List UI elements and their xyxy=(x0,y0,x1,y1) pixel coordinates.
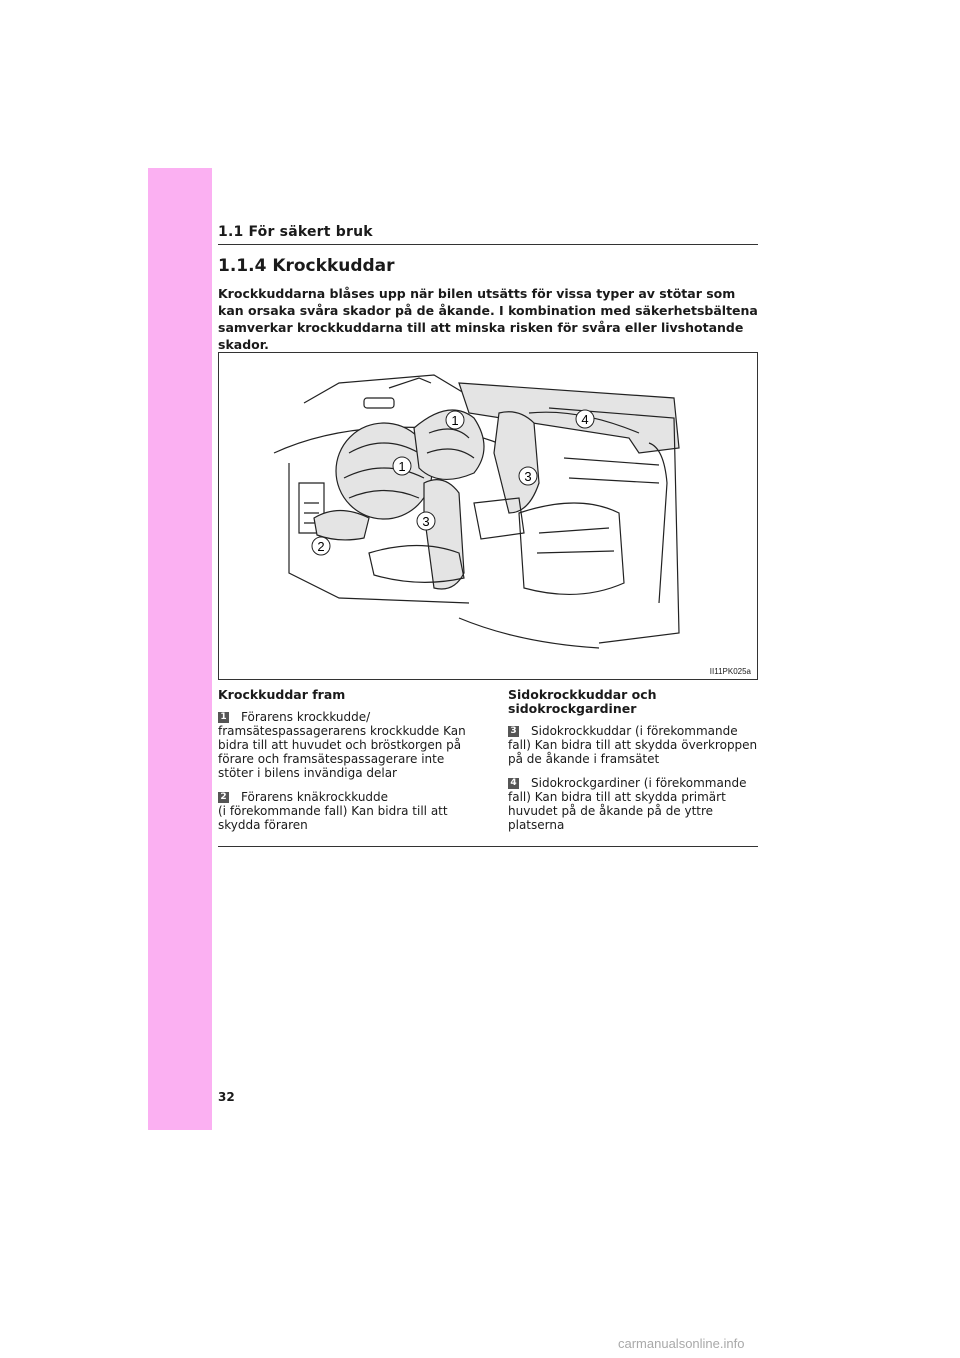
item-number-badge: 3 xyxy=(508,726,519,737)
callout-1-driver xyxy=(393,457,411,475)
svg-text:4: 4 xyxy=(581,412,589,427)
page-number: 32 xyxy=(218,1090,235,1104)
item-number-badge: 4 xyxy=(508,778,519,789)
section-header: 1.1 För säkert bruk xyxy=(218,224,373,240)
airbag-illustration xyxy=(218,352,758,680)
svg-text:2: 2 xyxy=(317,539,325,554)
item-text: fall) Kan bidra till att skydda överkroppen på de åkande i framsätet xyxy=(508,738,758,766)
page-title: 1.1.4 Krockkuddar xyxy=(218,256,395,276)
svg-text:3: 3 xyxy=(422,514,430,529)
side-tab xyxy=(148,168,212,1130)
item-text: (i förekommande fall) Kan bidra till att skydda föraren xyxy=(218,804,448,832)
callout-2-knee xyxy=(312,537,330,555)
intro-paragraph: Krockkuddarna blåses upp när bilen utsätts för vissa typer av stötar som kan orsaka svåra skador på de åkande. I kombination med säkerhetsbältena samverkar krockkuddarna till att minska risken för svåra eller livshotande skador. xyxy=(218,286,758,352)
callout-3-driver-side xyxy=(417,512,435,530)
watermark[interactable]: carmanualsonline.info xyxy=(618,1336,745,1351)
list-item xyxy=(508,776,758,832)
callout-1-passenger xyxy=(446,411,464,429)
header-rule xyxy=(218,244,758,245)
front-airbags-heading: Krockkuddar fram xyxy=(218,687,346,702)
item-lead-text: Sidokrockkuddar (i förekommande xyxy=(531,724,738,738)
item-number-badge: 1 xyxy=(218,712,229,723)
item-lead-text: Förarens knäkrockkudde xyxy=(241,790,389,804)
callout-3-passenger-side xyxy=(519,467,537,485)
item-text: framsätespassagerarens krockkudde Kan bidra till att huvudet och bröstkorgen på förare och framsätespassagerare inte stöter i bilens invändiga delar xyxy=(218,724,466,780)
list-item xyxy=(218,790,468,832)
svg-text:1: 1 xyxy=(398,459,406,474)
left-column xyxy=(218,688,468,842)
figure-code: II11PK025a xyxy=(709,667,751,676)
side-airbags-heading: Sidokrockkuddar och sidokrockgardiner xyxy=(508,687,657,716)
callout-4-curtain xyxy=(576,410,594,428)
item-lead-text: Sidokrockgardiner (i förekommande xyxy=(531,776,747,790)
right-column xyxy=(508,688,758,842)
item-text: fall) Kan bidra till att skydda primärt huvudet på de åkande på de yttre platserna xyxy=(508,790,726,832)
bottom-rule xyxy=(218,846,758,847)
svg-text:3: 3 xyxy=(524,469,532,484)
item-number-badge: 2 xyxy=(218,792,229,803)
item-lead-text: Förarens krockkudde/ xyxy=(241,710,371,724)
list-item xyxy=(218,710,468,780)
list-item xyxy=(508,724,758,766)
callout-layer xyxy=(219,353,757,679)
svg-text:1: 1 xyxy=(451,413,459,428)
